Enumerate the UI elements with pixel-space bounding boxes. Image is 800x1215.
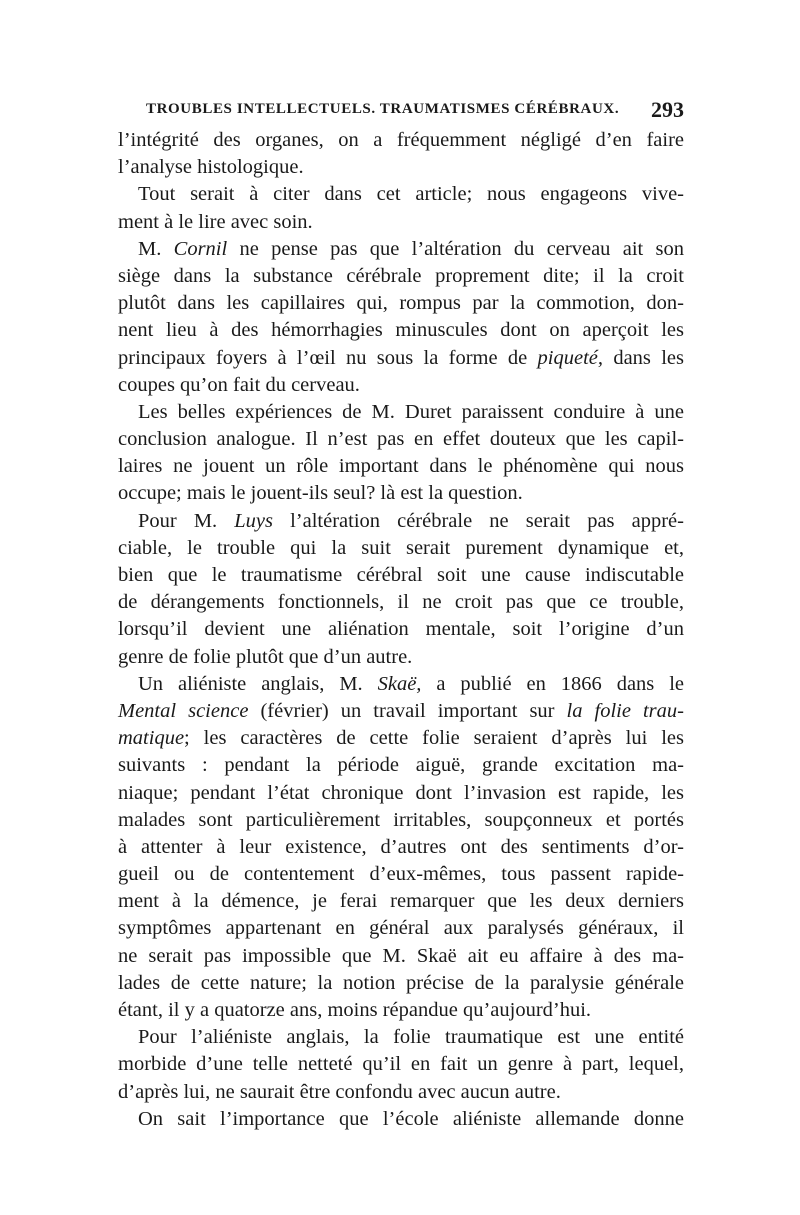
text-line: étant, il y a quatorze ans, moins répandue qu’aujourd’hui. xyxy=(118,999,592,1021)
text-line: symptômes appartenant en général aux paralysés généraux, il xyxy=(118,917,684,940)
text-line: siège dans la substance cérébrale proprement dite; il la croit xyxy=(118,264,684,287)
text-line: coupes qu’on fait du cerveau. xyxy=(118,373,360,396)
text-line: ne serait pas impossible que M. Skaë ait eu affaire à des ma- xyxy=(118,944,684,967)
page-number: 293 xyxy=(651,97,684,122)
text-line: morbide d’une telle netteté qu’il en fait un genre à part, lequel, xyxy=(118,1053,684,1076)
text-line: Pour l’aliéniste anglais, la folie traumatique est une entité xyxy=(138,1026,684,1049)
body-text xyxy=(118,127,684,1133)
text-line: à attenter à leur existence, d’autres ont des sentiments d’or- xyxy=(118,835,684,858)
text-line: suivants : pendant la période aiguë, grande excitation ma- xyxy=(118,754,684,777)
text-line: Un aliéniste anglais, M. Skaë, a publié en 1866 dans le xyxy=(138,672,685,695)
text-line: Les belles expériences de M. Duret paraissent conduire à une xyxy=(138,400,684,423)
text-line: Tout serait à citer dans cet article; nous engageons vive- xyxy=(138,183,684,206)
text-line: matique; les caractères de cette folie seraient d’après lui les xyxy=(118,727,684,750)
italic-term: la folie trau- xyxy=(566,699,684,722)
text-line: ment à la démence, je ferai remarquer que les deux derniers xyxy=(118,890,684,913)
text-line: occupe; mais le jouent-ils seul? là est la question. xyxy=(118,482,523,505)
text-line: Mental science (février) un travail important sur la folie trau- xyxy=(118,699,684,722)
text-line: l’analyse histologique. xyxy=(118,156,304,179)
text-line: principaux foyers à l’œil nu sous la forme de piqueté, dans les xyxy=(118,346,684,369)
text-line: lorsqu’il devient une aliénation mentale, soit l’origine d’un xyxy=(118,618,684,641)
text-line: conclusion analogue. Il n’est pas en effet douteux que les capil- xyxy=(118,428,684,451)
author-name: Cornil xyxy=(173,237,228,260)
text-line: laires ne jouent un rôle important dans le phénomène qui nous xyxy=(118,455,684,478)
text-line: On sait l’importance que l’école aliéniste allemande donne xyxy=(138,1107,684,1130)
italic-term: matique xyxy=(118,727,185,750)
text-line: ciable, le trouble qui la suit serait purement dynamique et, xyxy=(118,536,684,559)
author-name: Luys xyxy=(234,509,273,532)
text-line: malades sont particulièrement irritables, soupçonneux et portés xyxy=(118,808,684,831)
text-line: bien que le traumatisme cérébral soit une cause indiscutable xyxy=(118,564,684,586)
text-line: M. Cornil ne pense pas que l’altération du cerveau ait son xyxy=(138,237,684,260)
text-line: ment à le lire avec soin. xyxy=(118,210,313,233)
text-line: de dérangements fonctionnels, il ne croit pas que ce trouble, xyxy=(118,591,684,614)
text-line: genre de folie plutôt que d’un autre. xyxy=(118,645,413,668)
text-line: nent lieu à des hémorrhagies minuscules dont on aperçoit les xyxy=(118,319,684,342)
author-name: Skaë, xyxy=(377,672,422,695)
text-line: lades de cette nature; la notion précise de la paralysie générale xyxy=(118,971,684,994)
text-line: Pour M. Luys l’altération cérébrale ne serait pas appré- xyxy=(138,509,684,532)
text-line: plutôt dans les capillaires qui, rompus par la commotion, don- xyxy=(118,292,684,315)
text-line: d’après lui, ne saurait être confondu avec aucun autre. xyxy=(118,1080,561,1103)
journal-title: Mental science xyxy=(118,699,249,722)
text-line: gueil ou de contentement d’eux-mêmes, tous passent rapide- xyxy=(118,863,684,886)
running-title: TROUBLES INTELLECTUELS. TRAUMATISMES CÉRÉBRAUX. xyxy=(146,101,620,117)
text-line: l’intégrité des organes, on a fréquemment négligé d’en faire xyxy=(118,129,684,151)
running-head xyxy=(118,97,684,127)
italic-term: piqueté, xyxy=(537,346,604,369)
text-line: niaque; pendant l’état chronique dont l’invasion est rapide, les xyxy=(118,781,684,804)
